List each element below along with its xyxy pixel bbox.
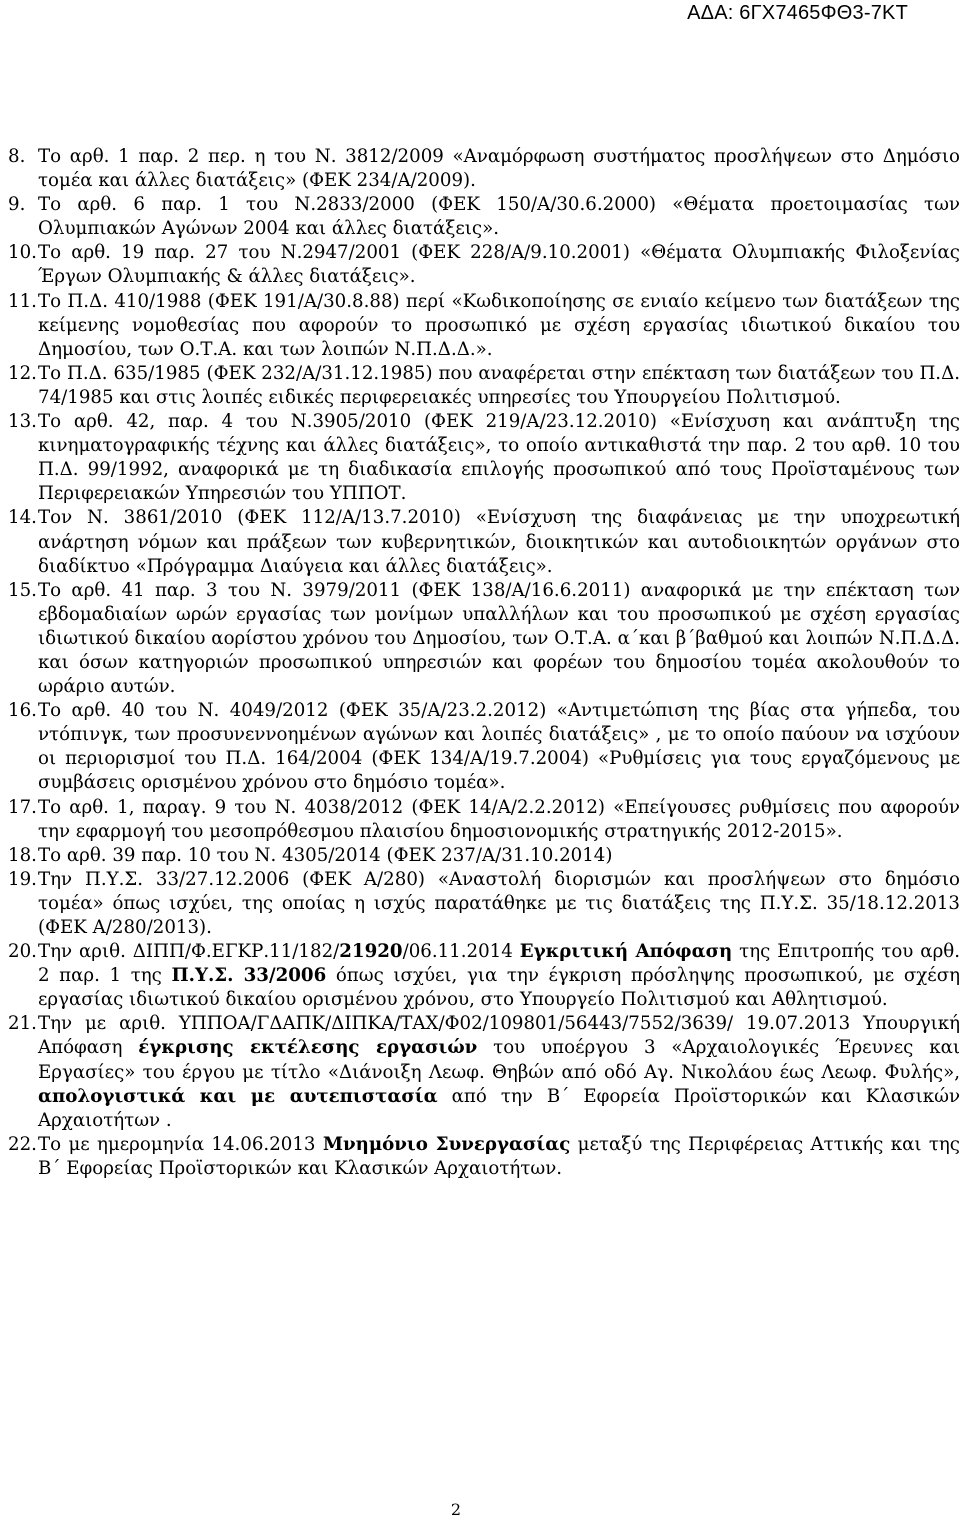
list-item-text (38, 362, 960, 410)
bold-text-segment: Εγκριτική Απόφαση (519, 941, 733, 963)
text-segment: Το αρθ. 42, παρ. 4 του Ν.3905/2010 (ΦΕΚ 219/Α/23.12.2010) «Ενίσχυση και ανάπτυξη της κινηματογραφικής τέχνης και άλλες διατάξεις», το οποίο αντικαθιστά την παρ. 2 του αρθ. 10 του Π.Δ. 99/1992, αναφορικά με τη διαδικασία επιλογής προσωπικού από τους Προϊσταμένους των Περιφερειακών Υπηρεσιών του ΥΠΠΟΤ. (38, 411, 960, 505)
bold-text-segment: 21920 (339, 941, 403, 963)
list-item-number: 17. (8, 796, 37, 818)
text-segment: /06.11.2014 (402, 941, 520, 963)
list-item-number: 15. (8, 579, 37, 601)
text-segment: Το αρθ. 1 παρ. 2 περ. η του Ν. 3812/2009 «Αναμόρφωση συστήματος προσλήψεων στο Δημόσιο τομέα και άλλες διατάξεις» (ΦΕΚ 234/Α/2009). (38, 146, 960, 192)
list-item (8, 868, 960, 940)
list-item (8, 1012, 960, 1132)
list-item (8, 699, 960, 795)
list-item-text (38, 796, 960, 844)
list-item-number: 16. (8, 700, 37, 722)
list-item-text (38, 145, 960, 193)
text-segment: Το με ημερομηνία 14.06.2013 (38, 1133, 323, 1155)
bold-text-segment: Π.Υ.Σ. 33/2006 (171, 965, 327, 987)
list-item-text (38, 290, 960, 362)
text-segment: Το Π.Δ. 410/1988 (ΦΕΚ 191/Α/30.8.88) περί «Κωδικοποίησης σε ενιαίο κείμενο των διατάξεων της κείμενης νομοθεσίας που αφορούν το προσωπικό με σχέση εργασίας ιδιωτικού δικαίου του Δημοσίου, των Ο.Τ.Α. και των λοιπών Ν.Π.Δ.Δ.». (38, 290, 960, 360)
list-item-number: 21. (8, 1013, 37, 1035)
list-item-text (38, 579, 960, 699)
list-item (8, 940, 960, 1012)
list-item (8, 193, 960, 241)
text-segment: Το αρθ. 39 παρ. 10 του Ν. 4305/2014 (ΦΕΚ 237/Α/31.10.2014) (38, 844, 613, 866)
list-item-text (38, 699, 960, 795)
text-segment: Το αρθ. 6 παρ. 1 του Ν.2833/2000 (ΦΕΚ 150/Α/30.6.2000) «Θέματα προετοιμασίας των Ολυμπιακών Αγώνων 2004 και άλλες διατάξεις». (38, 194, 960, 240)
bold-text-segment: έγκρισης εκτέλεσης εργασιών (138, 1037, 478, 1059)
list-item-text (38, 506, 960, 578)
text-segment: όπως ισχύει, για την έγκριση πρόσληψης προσωπικού, με σχέση εργασίας ιδιωτικού δικαίου ορισμένου χρόνου, στο Υπουργείο Πολιτισμού και Αθλητισμού. (38, 965, 960, 1011)
list-item (8, 506, 960, 578)
text-segment: Την με αριθ. ΥΠΠΟΑ/ΓΔΑΠΚ/ΔΙΠΚΑ/ΤΑΧ/Φ02/109801/56443/7552/3639/ 19.07.2013 Υπουργική Απόφαση (38, 1013, 960, 1059)
bold-text-segment: Μνημόνιο Συνεργασίας (322, 1133, 571, 1155)
list-item-text (38, 1133, 960, 1181)
text-segment: Το αρθ. 40 του Ν. 4049/2012 (ΦΕΚ 35/Α/23.2.2012) «Αντιμετώπιση της βίας στα γήπεδα, του ντόπινγκ, των προσυνεννοημένων αγώνων και λοιπές διατάξεις» , με το οποίο παύουν να ισχύουν οι περιορισμοί του Π.Δ. 164/2004 (ΦΕΚ 134/Α/19.7.2004) «Ρυθμίσεις για τους εργαζόμενους με συμβάσεις ορισμένου χρόνου στο δημόσιο τομέα». (38, 700, 960, 794)
list-item-number: 8. (8, 146, 26, 167)
list-item (8, 290, 960, 362)
list-item-number: 12. (8, 362, 37, 384)
list-item (8, 145, 960, 193)
list-item (8, 362, 960, 410)
list-item-number: 22. (8, 1133, 37, 1155)
list-item-number: 20. (8, 941, 37, 963)
list-item-number: 10. (8, 242, 37, 264)
list-item (8, 579, 960, 699)
text-segment: του υποέργου 3 «Αρχαιολογικές Έρευνες και Εργασίες» του έργου με τίτλο «Διάνοιξη Λεωφ. Θηβών από οδό Αγ. Νικολάου έως Λεωφ. Φυλής», (38, 1037, 960, 1083)
list-item-number: 9. (8, 194, 26, 216)
list-item (8, 796, 960, 844)
list-item-number: 13. (8, 411, 37, 433)
text-segment: μεταξύ της Περιφέρειας Αττικής και της Β΄ Εφορείας Προϊστορικών και Κλασικών Αρχαιοτήτων. (38, 1133, 960, 1179)
list-item-number: 14. (8, 507, 37, 529)
text-segment: Την Π.Υ.Σ. 33/27.12.2006 (ΦΕΚ Α/280) «Αναστολή διορισμών και προσλήψεων στο δημόσιο τομέα» όπως ισχύει, της οποίας η ισχύς παρατάθηκε με τις διατάξεις της Π.Υ.Σ. 35/18.12.2013 (ΦΕΚ Α/280/2013). (38, 868, 960, 938)
text-segment: Τον Ν. 3861/2010 (ΦΕΚ 112/Α/13.7.2010) «Ενίσχυση της διαφάνειας με την υποχρεωτική ανάρτηση νόμων και πράξεων των κυβερνητικών, διοικητικών και αυτοδιοικητών οργάνων στο διαδίκτυο «Πρόγραμμα Διαύγεια και άλλες διατάξεις». (38, 507, 960, 577)
list-item-number: 11. (8, 290, 37, 312)
document-code-header: ΑΔΑ: 6ΓΧ7465ΦΘ3-7ΚΤ (687, 2, 908, 24)
list-item (8, 1133, 960, 1181)
list-item-number: 19. (8, 868, 37, 890)
list-item-text (38, 410, 960, 506)
legal-references-list (8, 145, 960, 1181)
list-item (8, 410, 960, 506)
text-segment: Την αριθ. ΔΙΠΠ/Φ.ΕΓΚΡ.11/182/ (38, 941, 340, 963)
text-segment: από την Β΄ Εφορεία Προϊστορικών και Κλασικών Αρχαιοτήτων . (38, 1085, 960, 1131)
list-item (8, 241, 960, 289)
text-segment: Το αρθ. 1, παραγ. 9 του Ν. 4038/2012 (ΦΕΚ 14/Α/2.2.2012) «Επείγουσες ρυθμίσεις που αφορούν την εφαρμογή του μεσοπρόθεσμου πλαισίου δημοσιονομικής στρατηγικής 2012-2015». (38, 796, 960, 842)
list-item-text (38, 844, 960, 868)
list-item (8, 844, 960, 868)
list-item-number: 18. (8, 844, 37, 866)
text-segment: της Επιτροπής του αρθ. 2 παρ. 1 της (38, 941, 960, 987)
text-segment: Το αρθ. 41 παρ. 3 του Ν. 3979/2011 (ΦΕΚ 138/Α/16.6.2011) αναφορικά με την επέκταση των εβδομαδιαίων ωρών εργασίας των μονίμων υπαλλήλων και του προσωπικού με σχέση εργασίας ιδιωτικού δικαίου αορίστου χρόνου του Δημοσίου, των Ο.Τ.Α. α΄και β΄βαθμού και λοιπών Ν.Π.Δ.Δ. και όσων κατηγοριών προσωπικού υπηρεσιών και φορέων του δημοσίου τομέα ακολουθούν το ωράριο αυτών. (38, 579, 960, 698)
bold-text-segment: απολογιστικά και με αυτεπιστασία (38, 1085, 438, 1107)
list-item-text (38, 868, 960, 940)
list-item-text (38, 940, 960, 1012)
text-segment: Το αρθ. 19 παρ. 27 του Ν.2947/2001 (ΦΕΚ 228/Α/9.10.2001) «Θέματα Ολυμπιακής Φιλοξενίας Έργων Ολυμπιακής & άλλες διατάξεις». (38, 242, 960, 288)
text-segment: Το Π.Δ. 635/1985 (ΦΕΚ 232/Α/31.12.1985) που αναφέρεται στην επέκταση των διατάξεων του Π.Δ. 74/1985 και στις λοιπές ειδικές περιφερειακές υπηρεσίες του Υπουργείου Πολιτισμού. (38, 362, 960, 408)
list-item-text (38, 193, 960, 241)
list-item-text (38, 241, 960, 289)
page-number: 2 (450, 1500, 462, 1519)
list-item-text (38, 1012, 960, 1132)
